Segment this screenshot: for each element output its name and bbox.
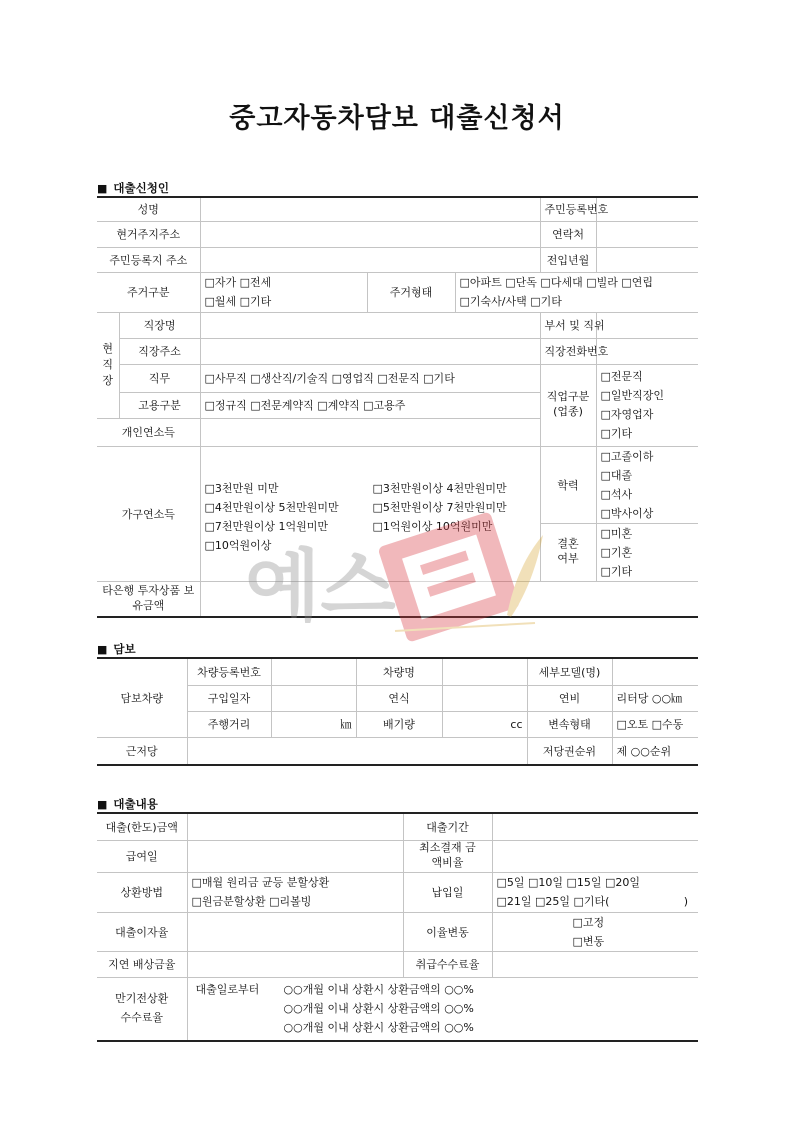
marriage-options[interactable] xyxy=(596,523,698,581)
payment-day-options[interactable] xyxy=(492,872,698,912)
name-label: 성명 xyxy=(97,197,200,221)
payment-day-line-1[interactable]: □5일 □10일 □15일 □20일 xyxy=(496,876,641,889)
prepay-line[interactable]: ○○개월 이내 상환시 상환금액의 ○○% xyxy=(283,1002,474,1016)
payment-day-other-option[interactable]: □21일 □25일 □기타( xyxy=(496,895,610,908)
section-heading-loan xyxy=(97,796,158,812)
income-option[interactable]: □4천만원이상 5천만원미만 xyxy=(204,500,339,514)
income-option[interactable]: □10억원이상 xyxy=(204,538,272,552)
loan-amount-label: 대출(한도)금액 xyxy=(97,813,187,840)
marriage-label: 결혼 여부 xyxy=(540,523,596,581)
job-options[interactable]: □사무직 □생산직/기술직 □영업직 □전문직 □기타 xyxy=(200,364,540,392)
payment-day-line-2[interactable] xyxy=(497,892,695,911)
current-job-group-text: 현 직 장 xyxy=(102,342,114,387)
section-label: 대출신청인 xyxy=(113,181,169,195)
lien-field[interactable] xyxy=(187,737,527,765)
company-phone-label: 직장전화번호 xyxy=(540,338,596,364)
residence-type-options-line-2[interactable]: □월세 □기타 xyxy=(204,295,272,308)
personal-income-field[interactable] xyxy=(200,418,540,446)
residence-type-options-line-1[interactable]: □자가 □전세 xyxy=(204,276,272,289)
job-label: 직무 xyxy=(119,364,200,392)
registered-address-label: 주민등록지 주소 xyxy=(97,247,200,272)
lien-rank-field[interactable]: 제 ○○순위 xyxy=(612,737,698,765)
reg-no-label: 차량등록번호 xyxy=(187,658,271,685)
reg-no-field[interactable] xyxy=(271,658,356,685)
marriage-option[interactable]: □기타 xyxy=(600,564,633,578)
rate-change-label: 이율변동 xyxy=(403,912,492,951)
pay-day-label: 급여일 xyxy=(97,840,187,872)
year-model-field[interactable] xyxy=(442,685,527,711)
transmission-label: 변속형태 xyxy=(527,711,612,737)
residence-type-options[interactable] xyxy=(200,272,367,312)
other-bank-field[interactable] xyxy=(200,581,698,617)
prepay-line[interactable]: ○○개월 이내 상환시 상환금액의 ○○% xyxy=(283,1021,474,1035)
square-bullet-icon: ■ xyxy=(97,798,108,811)
occupation-option[interactable]: □전문직 xyxy=(600,370,643,383)
prepay-label: 만기전상환 수수료율 xyxy=(97,977,187,1041)
lien-label: 근저당 xyxy=(97,737,187,765)
square-bullet-icon: ■ xyxy=(97,643,108,656)
rrn-field[interactable] xyxy=(596,197,698,221)
residence-type-label: 주거구분 xyxy=(97,272,200,312)
late-rate-label: 지연 배상금율 xyxy=(97,951,187,977)
move-in-date-label: 전입년월 xyxy=(540,247,596,272)
prepay-line[interactable]: ○○개월 이내 상환시 상환금액의 ○○% xyxy=(283,983,474,997)
education-option[interactable]: □박사이상 xyxy=(600,506,654,520)
employment-options[interactable]: □정규직 □전문계약직 □계약직 □고용주 xyxy=(200,392,540,418)
vehicle-label: 담보차량 xyxy=(97,658,187,737)
payment-day-close-paren: ) xyxy=(683,895,688,908)
prepay-from: 대출일로부터 xyxy=(195,983,260,997)
name-field[interactable] xyxy=(200,197,540,221)
current-job-group-label xyxy=(97,312,119,418)
mileage-field[interactable]: ㎞ xyxy=(271,711,356,737)
housing-form-label: 주거형태 xyxy=(367,272,455,312)
housing-form-options-line-1[interactable]: □아파트 □단독 □다세대 □빌라 □연립 xyxy=(459,276,653,289)
repay-method-options[interactable] xyxy=(187,872,403,912)
company-name-field[interactable] xyxy=(200,312,540,338)
occupation-option[interactable]: □일반직장인 xyxy=(600,389,665,402)
displacement-field[interactable]: cc xyxy=(442,711,527,737)
rrn-label: 주민등록번호 xyxy=(540,197,596,221)
collateral-table xyxy=(97,657,698,766)
section-label: 담보 xyxy=(113,642,136,656)
prepay-terms xyxy=(187,977,698,1041)
housing-form-options-line-2[interactable]: □기숙사/사택 □기타 xyxy=(459,295,562,308)
education-label: 학력 xyxy=(540,446,596,523)
household-income-options[interactable] xyxy=(200,446,540,581)
pay-day-field[interactable] xyxy=(187,840,403,872)
other-bank-label: 타은행 투자상품 보유금액 xyxy=(97,581,200,617)
marriage-option[interactable]: □기혼 xyxy=(600,545,633,559)
fuel-eff-field[interactable]: 리터당 ○○㎞ xyxy=(612,685,698,711)
section-label: 대출내용 xyxy=(113,797,158,811)
rate-option[interactable]: □변동 xyxy=(572,934,605,948)
occupation-option[interactable]: □기타 xyxy=(600,427,633,440)
current-address-field[interactable] xyxy=(200,221,540,247)
rate-change-options[interactable] xyxy=(492,912,698,951)
dept-position-label: 부서 및 직위 xyxy=(540,312,596,338)
contact-field[interactable] xyxy=(596,221,698,247)
employment-label: 고용구분 xyxy=(119,392,200,418)
fuel-eff-label: 연비 xyxy=(527,685,612,711)
housing-form-options[interactable] xyxy=(455,272,698,312)
dept-position-field[interactable] xyxy=(596,312,698,338)
contact-label: 연락처 xyxy=(540,221,596,247)
applicant-table xyxy=(97,196,698,618)
income-option[interactable] xyxy=(373,536,536,555)
min-payment-label: 최소결재 금액비율 xyxy=(403,840,492,872)
company-phone-field[interactable] xyxy=(596,338,698,364)
model-detail-label: 세부모델(명) xyxy=(527,658,612,685)
lien-rank-label: 저당권순위 xyxy=(527,737,612,765)
car-name-field[interactable] xyxy=(442,658,527,685)
purchase-date-label: 구입일자 xyxy=(187,685,271,711)
payment-day-label: 납입일 xyxy=(403,872,492,912)
loan-period-field[interactable] xyxy=(492,813,698,840)
income-option[interactable]: □1억원이상 10억원미만 xyxy=(372,519,493,533)
document-title: 중고자동차담보 대출신청서 xyxy=(229,103,565,134)
registered-address-field[interactable] xyxy=(200,247,540,272)
mileage-label: 주행거리 xyxy=(187,711,271,737)
education-options[interactable] xyxy=(596,446,698,523)
repay-option-line-2[interactable]: □원금분할상환 □리볼빙 xyxy=(191,895,312,908)
watermark-brand-text: 예스 xyxy=(245,542,396,632)
household-income-label: 가구연소득 xyxy=(97,446,200,581)
income-option[interactable]: □7천만원이상 1억원미만 xyxy=(204,519,329,533)
section-heading-collateral xyxy=(97,641,136,657)
loan-table xyxy=(97,812,698,1042)
current-address-label: 현거주지주소 xyxy=(97,221,200,247)
model-detail-field[interactable] xyxy=(612,658,698,685)
section-heading-applicant xyxy=(97,180,169,196)
education-option[interactable]: □석사 xyxy=(600,487,633,501)
company-address-field[interactable] xyxy=(200,338,540,364)
education-option[interactable]: □고졸이하 xyxy=(600,449,654,463)
repay-option-line-1[interactable]: □매월 원리금 균등 분할상환 xyxy=(191,876,330,889)
purchase-date-field[interactable] xyxy=(271,685,356,711)
repay-method-label: 상환방법 xyxy=(97,872,187,912)
rate-option[interactable]: □고정 xyxy=(572,915,605,929)
handling-fee-field[interactable] xyxy=(492,951,698,977)
handling-fee-label: 취급수수료율 xyxy=(403,951,492,977)
square-bullet-icon: ■ xyxy=(97,182,108,195)
personal-income-label: 개인연소득 xyxy=(97,418,200,446)
income-option[interactable]: □5천만원이상 7천만원미만 xyxy=(372,500,507,514)
company-address-label: 직장주소 xyxy=(119,338,200,364)
marriage-option[interactable]: □미혼 xyxy=(600,526,633,540)
displacement-label: 배기량 xyxy=(356,711,442,737)
loan-period-label: 대출기간 xyxy=(403,813,492,840)
company-name-label: 직장명 xyxy=(119,312,200,338)
car-name-label: 차량명 xyxy=(356,658,442,685)
income-option[interactable]: □3천만원 미만 xyxy=(204,481,279,495)
occupation-options[interactable] xyxy=(596,364,698,446)
occupation-label: 직업구분 (업종) xyxy=(540,364,596,446)
education-option[interactable]: □대졸 xyxy=(600,468,633,482)
transmission-options[interactable]: □오토 □수동 xyxy=(612,711,698,737)
year-model-label: 연식 xyxy=(356,685,442,711)
interest-rate-field[interactable] xyxy=(187,912,403,951)
occupation-option[interactable]: □자영업자 xyxy=(600,408,654,421)
late-rate-field[interactable] xyxy=(187,951,403,977)
watermark-underline xyxy=(395,623,535,631)
min-payment-field[interactable] xyxy=(492,840,698,872)
loan-amount-field[interactable] xyxy=(187,813,403,840)
income-option[interactable]: □3천만원이상 4천만원미만 xyxy=(372,481,507,495)
interest-rate-label: 대출이자율 xyxy=(97,912,187,951)
move-in-date-field[interactable] xyxy=(596,247,698,272)
